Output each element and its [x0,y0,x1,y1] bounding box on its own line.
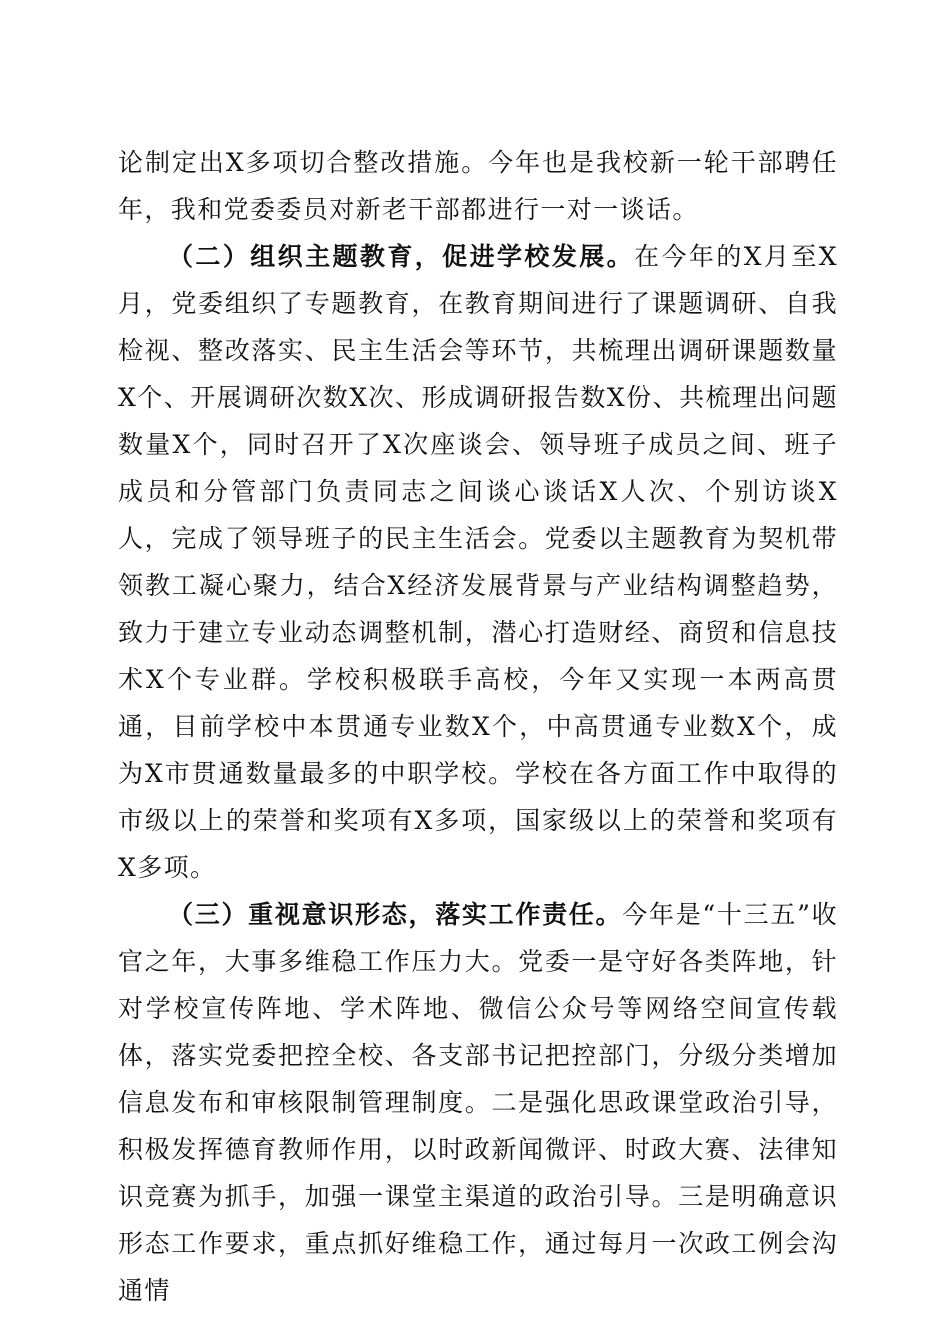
paragraph-text: 在今年的X月至X月，党委组织了专题教育，在教育期间进行了课题调研、自我检视、整改落实、民主生活会等环节，共梳理出调研课题数量X个、开展调研次数X次、形成调研报告数X份、共梳理出问题数量X个，同时召开了X次座谈会、领导班子成员之间、班子成员和分管部门负责同志之间谈心谈话X人次、个别访谈X人，完成了领导班子的民主生活会。党委以主题教育为契机带领教工凝心聚力，结合X经济发展背景与产业结构调整趋势，致力于建立专业动态调整机制，潜心打造财经、商贸和信息技术X个专业群。学校积极联手高校，今年又实现一本两高贯通，目前学校中本贯通专业数X个，中高贯通专业数X个，成为X市贯通数量最多的中职学校。学校在各方面工作中取得的市级以上的荣誉和奖项有X多项，国家级以上的荣誉和奖项有X多项。 [118,242,838,882]
paragraph-section-3 [118,891,838,1314]
paragraph-text: 今年是“十三五”收官之年，大事多维稳工作压力大。党委一是守好各类阵地，针对学校宣传阵地、学术阵地、微信公众号等网络空间宣传载体，落实党委把控全校、各支部书记把控部门，分级分类增加信息发布和审核限制管理制度。二是强化思政课堂政治引导，积极发挥德育教师作用，以时政新闻微评、时政大赛、法律知识竞赛为抓手，加强一课堂主渠道的政治引导。三是明确意识形态工作要求，重点抓好维稳工作，通过每月一次政工例会沟通情 [118,900,838,1305]
document-body [118,139,838,1314]
paragraph-text: 论制定出X多项切合整改措施。今年也是我校新一轮干部聘任年，我和党委委员对新老干部都进行一对一谈话。 [118,148,838,224]
section-heading: （三）重视意识形态，落实工作责任。 [168,900,623,929]
paragraph-continuation [118,139,838,233]
paragraph-section-2 [118,233,838,891]
section-heading: （二）组织主题教育，促进学校发展。 [168,242,635,271]
